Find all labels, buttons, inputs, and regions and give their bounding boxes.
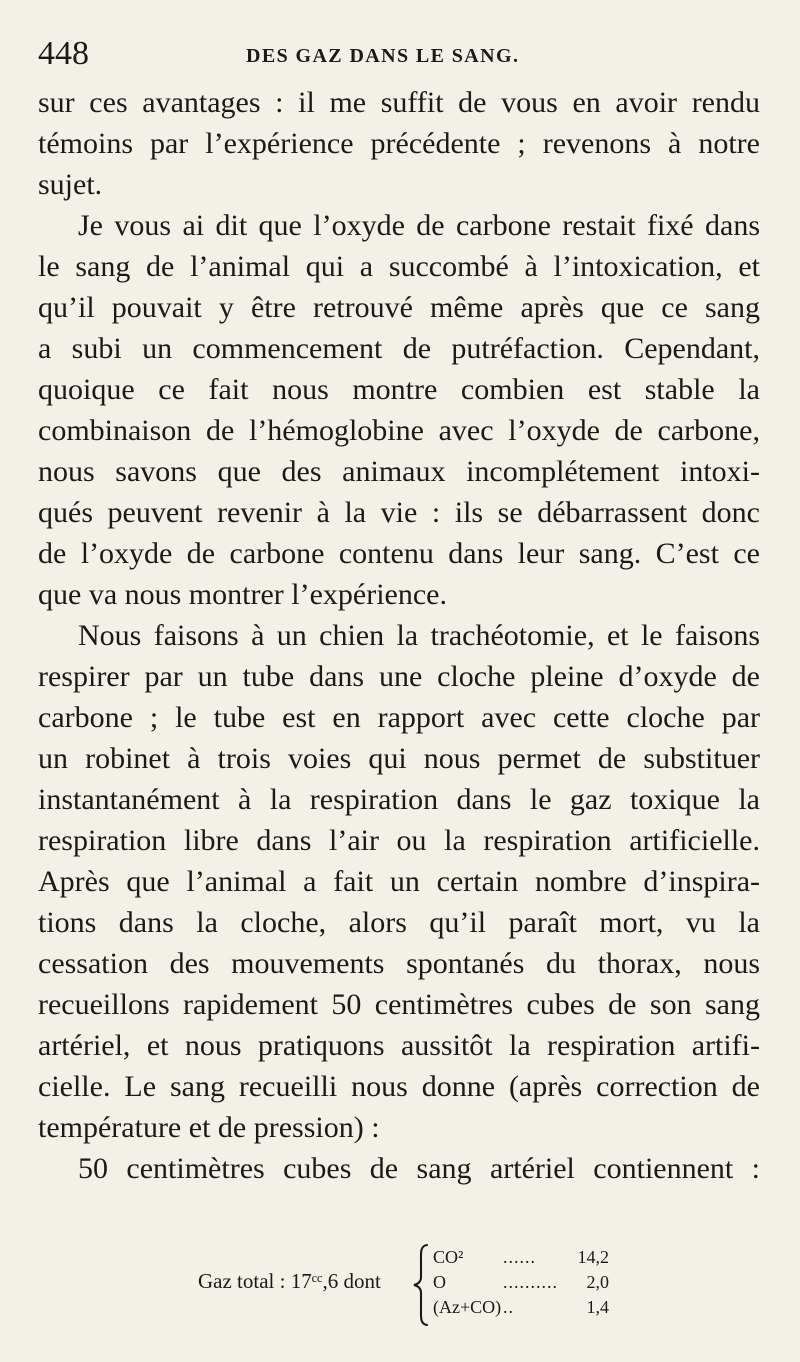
body-line: témoins par l’expérience précédente ; revenons à notre (38, 127, 760, 160)
body-line: instantanément à la respiration dans le gaz toxique la (38, 783, 760, 816)
running-head: DES GAZ DANS LE SANG. (246, 45, 520, 67)
body-line: tions dans la cloche, alors qu’il paraît mort, vu la (38, 906, 760, 939)
gas-name: (Az+CO) (433, 1297, 502, 1317)
body-line: nous savons que des animaux incomplétement intoxi- (38, 455, 760, 488)
body-line: respiration libre dans l’air ou la respiration artificielle. (38, 824, 760, 857)
body-line: artériel, et nous pratiquons aussitôt la respiration artifi- (38, 1029, 760, 1062)
body-line: température et de pression) : (38, 1111, 380, 1144)
body-line: 50 centimètres cubes de sang artériel contiennent : (78, 1152, 760, 1185)
body-line: respirer par un tube dans une cloche pleine d’oxyde de (38, 660, 760, 693)
body-line: qués peuvent revenir à la vie : ils se débarrassent donc (38, 496, 760, 529)
page-number: 448 (38, 35, 89, 72)
body-line: recueillons rapidement 50 centimètres cubes de son sang (38, 988, 760, 1021)
body-line: a subi un commencement de putréfaction. Cependant, (38, 332, 760, 365)
body-text (38, 82, 760, 1189)
body-line: que va nous montrer l’expérience. (38, 578, 447, 611)
body-line: quoique ce fait nous montre combien est stable la (38, 373, 760, 406)
gas-composition-table (190, 1245, 610, 1327)
body-line: de l’oxyde de carbone contenu dans leur sang. C’est ce (38, 537, 760, 570)
leader-dots: ...... (503, 1247, 536, 1267)
body-line: qu’il pouvait y être retrouvé même après que ce sang (38, 291, 760, 324)
left-brace-icon (412, 1243, 430, 1327)
body-line: un robinet à trois voies qui nous permet de substituer (38, 742, 760, 775)
gas-value: 1,4 (586, 1297, 609, 1317)
body-line: Je vous ai dit que l’oxyde de carbone restait fixé dans (78, 209, 760, 242)
body-line: combinaison de l’hémoglobine avec l’oxyde de carbone, (38, 414, 760, 447)
gas-rows (433, 1245, 609, 1320)
body-line: cessation des mouvements spontanés du thorax, nous (38, 947, 760, 980)
leader-dots: .......... (503, 1272, 558, 1292)
body-line: le sang de l’animal qui a succombé à l’intoxication, et (38, 250, 760, 283)
body-line: cielle. Le sang recueilli nous donne (après correction de (38, 1070, 760, 1103)
gas-name: CO² (433, 1247, 464, 1267)
gas-value: 14,2 (577, 1247, 609, 1267)
body-line: sujet. (38, 168, 103, 201)
gas-row-co2 (433, 1245, 609, 1270)
gas-name: O (433, 1272, 446, 1292)
gas-value: 2,0 (586, 1272, 609, 1292)
body-line: sur ces avantages : il me suffit de vous en avoir rendu (38, 86, 760, 119)
body-line: carbone ; le tube est en rapport avec cette cloche par (38, 701, 760, 734)
gas-row-az-co (433, 1295, 609, 1320)
gas-row-oxygen (433, 1270, 609, 1295)
body-line: Après que l’animal a fait un certain nombre d’inspira- (38, 865, 760, 898)
leader-dots: .. (503, 1297, 514, 1317)
page-header (38, 34, 760, 74)
gas-total-label: Gaz total : 17ᶜᶜ,6 dont (198, 1269, 381, 1293)
body-line: Nous faisons à un chien la trachéotomie, et le faisons (78, 619, 760, 652)
